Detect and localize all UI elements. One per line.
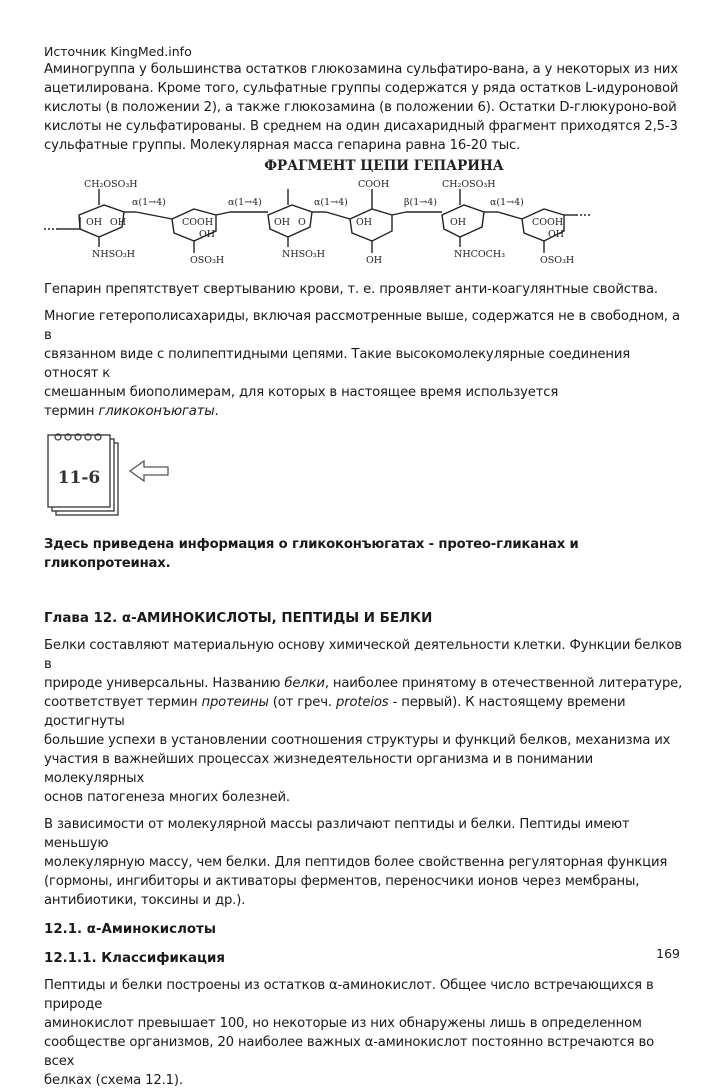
text-line: Многие гетерополисахариды, включая рассмотренные выше, содержатся не в свободном, а в: [44, 309, 680, 343]
group-label: COOH: [358, 179, 390, 190]
chapter-title: Глава 12. α-АМИНОКИСЛОТЫ, ПЕПТИДЫ И БЕЛКИ: [44, 611, 433, 626]
group-label: OH: [366, 255, 383, 266]
text-line: соответствует термин протеины (от греч. proteios - первый). К настоящему времени достигнуты: [44, 695, 626, 729]
text-line: молекулярную массу, чем белки. Для пептидов более свойственна регуляторная функция: [44, 855, 668, 870]
text-line: природе универсальны. Названию белки, наиболее принятому в отечественной литературе,: [44, 676, 683, 691]
text-line: белках (схема 12.1).: [44, 1073, 183, 1088]
heparin-fragment-diagram: [44, 157, 684, 272]
text-line: кислоты (в положении 2), а также глюкозамина (в положении 6). Остатки D-глюкуроно-вой: [44, 100, 677, 115]
link-label: α(1→4): [132, 197, 166, 208]
group-label: CH₂OSO₃H: [442, 179, 496, 190]
paragraph-anticoagulant: Гепарин препятствует свертыванию крови, т. е. проявляет анти-коагулянтные свойства.: [44, 282, 658, 297]
paragraph-glycoconjugates: [44, 307, 684, 421]
source-header: Источник KingMed.info: [44, 44, 192, 59]
group-label: OSO₃H: [190, 255, 225, 266]
text-line: аминокислот превышает 100, но некоторые из них обнаружены лишь в определенном: [44, 1016, 642, 1031]
text-line: В зависимости от молекулярной массы различают пептиды и белки. Пептиды имеют меньшую: [44, 817, 630, 851]
heparin-chain-svg: [44, 157, 684, 272]
page-number: 169: [656, 946, 680, 961]
text-line: основ патогенеза многих болезней.: [44, 790, 290, 805]
term-belki: белки: [284, 676, 325, 691]
text-line: сульфатные группы. Молекулярная масса гепарина равна 16-20 тыс.: [44, 138, 521, 153]
paragraph-heparin-structure: [44, 60, 684, 155]
oh-label: OH: [199, 229, 216, 240]
text-line: большие успехи в установлении соотношения структуры и функций белков, механизма их: [44, 733, 671, 748]
term-glycoconjugates: гликоконъюгаты: [98, 404, 215, 419]
text-line: Белки составляют материальную основу химической деятельности клетки. Функции белков в: [44, 638, 682, 672]
section-amino-acids: 12.1. α-Аминокислоты: [44, 922, 216, 937]
notebook-label: 11-6: [57, 468, 101, 488]
text-line: ацетилирована. Кроме того, сульфатные группы содержатся у ряда остатков L-идуроновой: [44, 81, 679, 96]
text-line: связанном виде с полипептидными цепями. Такие высокомолекулярные соединения относят к: [44, 347, 631, 381]
link-label: α(1→4): [314, 197, 348, 208]
bold-note: Здесь приведена информация о гликоконъюгатах - протео-гликанах и гликопротеинах.: [44, 537, 579, 571]
oh-label: OH: [356, 217, 373, 228]
text-line: антибиотики, токсины и др.).: [44, 893, 246, 908]
group-label: CH₂OSO₃H: [84, 179, 138, 190]
text-line: участия в важнейших процессах жизнедеятельности организма и в понимании молекулярных: [44, 752, 594, 786]
arrow-left-icon: [130, 461, 168, 481]
link-label: β(1→4): [404, 197, 437, 208]
text-line: термин гликоконъюгаты.: [44, 404, 219, 419]
cooh-label: COOH: [182, 217, 214, 228]
group-label: OSO₃H: [540, 255, 575, 266]
paragraph-amino-acid-count: [44, 976, 684, 1090]
oh-label: OH: [274, 217, 291, 228]
page-content: [44, 44, 684, 1090]
section-classification: 12.1.1. Классификация: [44, 951, 225, 966]
paragraph-proteins-intro: [44, 636, 684, 807]
text-line: Аминогруппа у большинства остатков глюкозамина сульфатиро-вана, а у некоторых из них: [44, 62, 678, 77]
oh-label: OH: [548, 229, 565, 240]
text-line: смешанным биополимерам, для которых в настоящее время используется: [44, 385, 559, 400]
notebook-reference: [44, 431, 684, 531]
group-label: NHSO₃H: [92, 249, 135, 260]
oh-label: OH: [450, 217, 467, 228]
ring-o-label: O: [298, 217, 306, 228]
text-line: сообществе организмов, 20 наиболее важных α-аминокислот постоянно встречаются во всех: [44, 1035, 655, 1069]
cooh-label: COOH: [532, 217, 564, 228]
group-label: NHCOCH₃: [454, 249, 506, 260]
text-line: (гормоны, ингибиторы и активаторы ферментов, переносчики ионов через мембраны,: [44, 874, 640, 889]
term-proteiny: протеины: [201, 695, 269, 710]
notebook-icon: [44, 431, 184, 531]
oh-label: OH: [86, 217, 103, 228]
figure-title: ФРАГМЕНТ ЦЕПИ ГЕПАРИНА: [264, 158, 504, 174]
text-line: кислоты не сульфатированы. В среднем на один дисахаридный фрагмент приходятся 2,5-3: [44, 119, 678, 134]
text-line: Пептиды и белки построены из остатков α-аминокислот. Общее число встречающихся в природе: [44, 978, 654, 1012]
paragraph-peptides: [44, 815, 684, 910]
link-label: α(1→4): [490, 197, 524, 208]
term-proteios: proteios: [335, 695, 389, 710]
oh-label: OH: [110, 217, 127, 228]
group-label: NHSO₃H: [282, 249, 325, 260]
link-label: α(1→4): [228, 197, 262, 208]
